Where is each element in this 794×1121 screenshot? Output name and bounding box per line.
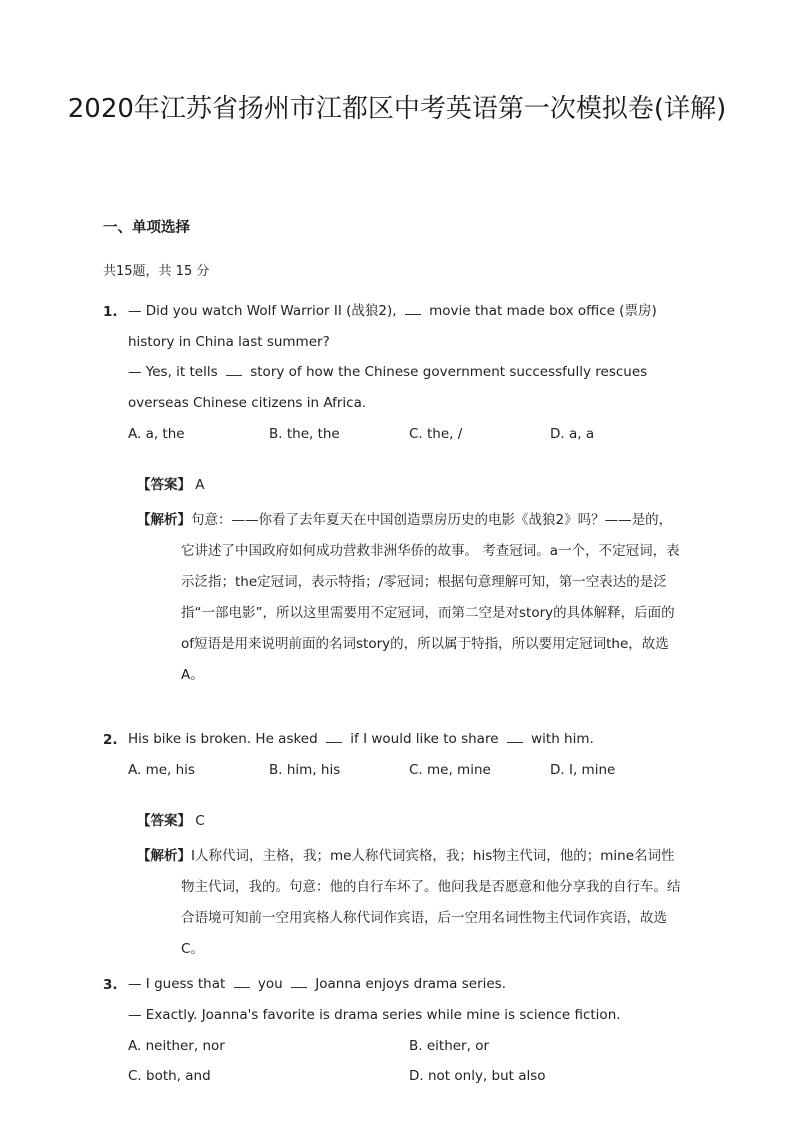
stem-text: — Did you watch Wolf Warrior II (战狼2), <box>128 303 401 319</box>
option-d[interactable]: D. not only, but also <box>409 1068 546 1084</box>
answer-1 <box>137 473 205 493</box>
answer-blank <box>234 975 250 988</box>
stem-text: if I would like to share <box>345 731 503 747</box>
stem-text: — Yes, it tells <box>128 364 222 380</box>
option-c[interactable]: C. the, / <box>409 426 463 442</box>
stem-text: story of how the Chinese government successfully rescues overseas Chinese citizens in Africa. <box>128 364 648 411</box>
question-number: 1. <box>103 304 118 320</box>
option-a[interactable]: A. neither, nor <box>128 1038 225 1054</box>
analysis-text: I人称代词，主格，我；me人称代词宾格，我；his物主代词，他的；mine名词性物主代词，我的。句意：他的自行车坏了。他问我是否愿意和他分享我的自行车。结合语境可知前一空用宾格人称代词作宾语，后一空用名词性物主代词作宾语，故选C。 <box>181 848 681 957</box>
option-c[interactable]: C. both, and <box>128 1068 211 1084</box>
question-stem <box>128 296 688 418</box>
answer-2 <box>137 809 205 829</box>
answer-value: C <box>195 813 205 829</box>
stem-text: movie that made box office (票房) history in China last summer? <box>128 303 657 350</box>
analysis-label: 【解析】 <box>137 848 191 864</box>
option-d[interactable]: D. a, a <box>550 426 595 442</box>
option-b[interactable]: B. him, his <box>269 762 341 778</box>
analysis-text: 句意：——你看了去年夏天在中国创造票房历史的电影《战狼2》吗？——是的，它讲述了中国政府如何成功营救非洲华侨的故事。 考查冠词。a一个，不定冠词，表示泛指；the定冠词，表示特指；/零冠词；根据句意理解可知，第一空表达的是泛指“一部电影”，所以这里需要用不定冠词，而第二空是对story的具体解释，后面的of短语是用来说明前面的名词story的，所以属于特指，所以要用定冠词the，故选A。 <box>181 512 680 683</box>
option-a[interactable]: A. me, his <box>128 762 195 778</box>
question-number: 3. <box>103 977 118 993</box>
question-stem <box>128 969 688 1030</box>
section-title: 一、单项选择 <box>103 220 190 236</box>
answer-blank <box>326 730 342 743</box>
option-d[interactable]: D. I, mine <box>550 762 616 778</box>
stem-text: — I guess that <box>128 976 230 992</box>
stem-text: Joanna enjoys drama series. <box>310 976 506 992</box>
document-title: 2020年江苏省扬州市江都区中考英语第一次模拟卷(详解) <box>67 94 727 124</box>
stem-text: you <box>253 976 287 992</box>
answer-blank <box>226 363 242 376</box>
analysis-label: 【解析】 <box>137 512 191 528</box>
question-number: 2. <box>103 732 118 748</box>
option-b[interactable]: B. the, the <box>269 426 340 442</box>
answer-blank <box>507 730 523 743</box>
stem-text: — Exactly. Joanna's favorite is drama series while mine is science fiction. <box>128 1006 621 1023</box>
answer-label: 【答案】 <box>137 813 191 829</box>
option-c[interactable]: C. me, mine <box>409 762 491 778</box>
answer-blank <box>291 975 307 988</box>
question-stem <box>128 724 688 755</box>
section-meta: 共15题，共 15 分 <box>103 264 210 279</box>
stem-text: His bike is broken. He asked <box>128 731 322 747</box>
option-a[interactable]: A. a, the <box>128 426 185 442</box>
option-b[interactable]: B. either, or <box>409 1038 489 1054</box>
stem-text: with him. <box>526 731 594 747</box>
answer-label: 【答案】 <box>137 477 191 493</box>
answer-blank <box>405 302 421 315</box>
answer-value: A <box>195 477 205 493</box>
